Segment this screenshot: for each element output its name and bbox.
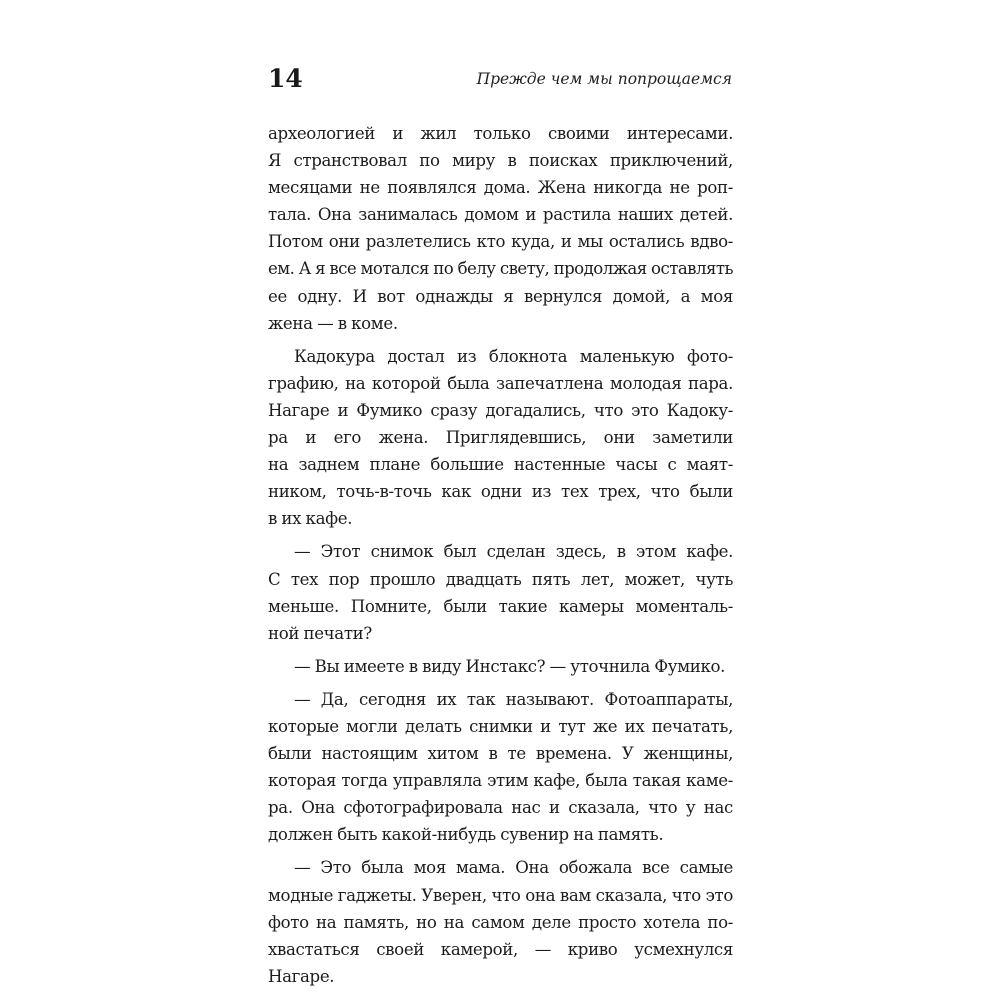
- paragraph: [268, 343, 733, 533]
- text-line: ра. Она сфотографировала нас и сказала, что у нас: [268, 798, 733, 818]
- text-line: в их кафе.: [268, 509, 353, 529]
- text-line: тала. Она занималась домом и растила наших детей.: [268, 205, 733, 225]
- text-line: фото на память, но на самом деле просто хотела по-: [268, 912, 733, 932]
- running-title: Прежде чем мы попрощаемся: [476, 70, 732, 88]
- paragraph: [268, 538, 733, 646]
- paragraph: [268, 653, 733, 680]
- text-line: — Вы имеете в виду Инстакс? — уточнила Фумико.: [294, 656, 726, 676]
- text-line: — Это была моя мама. Она обожала все самые: [294, 858, 733, 878]
- text-line: Нагаре.: [268, 966, 335, 986]
- text-line: которая тогда управляла этим кафе, была такая каме-: [268, 771, 733, 791]
- text-line: были настоящим хитом в те времена. У женщины,: [268, 744, 733, 764]
- text-line: графию, на которой была запечатлена молодая пара.: [268, 373, 733, 393]
- text-line: Кадокура достал из блокнота маленькую фото-: [294, 346, 733, 366]
- paragraph: [268, 686, 733, 849]
- text-line: — Этот снимок был сделан здесь, в этом кафе.: [294, 542, 733, 562]
- text-line: Я странствовал по миру в поисках приключений,: [268, 151, 733, 171]
- text-line: на заднем плане большие настенные часы с маят-: [268, 455, 733, 475]
- text-line: месяцами не появлялся дома. Жена никогда не роп-: [268, 178, 733, 198]
- text-line: С тех пор прошло двадцать пять лет, может, чуть: [268, 569, 733, 589]
- text-line: модные гаджеты. Уверен, что она вам сказала, что это: [268, 885, 733, 905]
- text-line: которые могли делать снимки и тут же их печатать,: [268, 716, 733, 736]
- text-line: хвастаться своей камерой, — криво усмехнулся: [268, 939, 733, 959]
- text-line: ем. А я все мотался по белу свету, продолжая оставлять: [268, 259, 733, 279]
- page-number: 14: [268, 64, 303, 93]
- text-line: ником, точь-в-точь как одни из тех трех, что были: [268, 482, 733, 502]
- text-line: меньше. Помните, были такие камеры моменталь-: [268, 596, 733, 616]
- paragraph: [268, 120, 733, 337]
- body-text: [268, 120, 733, 996]
- text-line: ра и его жена. Приглядевшись, они заметили: [268, 428, 733, 448]
- text-line: ной печати?: [268, 623, 372, 643]
- paragraph: [268, 854, 733, 989]
- text-line: ее одну. И вот однажды я вернулся домой, а моя: [268, 286, 733, 306]
- text-line: должен быть какой-нибудь сувенир на память.: [268, 825, 664, 845]
- text-line: Нагаре и Фумико сразу догадались, что это Кадоку-: [268, 400, 733, 420]
- text-line: жена — в коме.: [268, 313, 398, 333]
- text-line: Потом они разлетелись кто куда, и мы остались вдво-: [268, 232, 733, 252]
- text-line: археологией и жил только своими интересами.: [268, 124, 733, 143]
- text-line: — Да, сегодня их так называют. Фотоаппараты,: [294, 689, 733, 709]
